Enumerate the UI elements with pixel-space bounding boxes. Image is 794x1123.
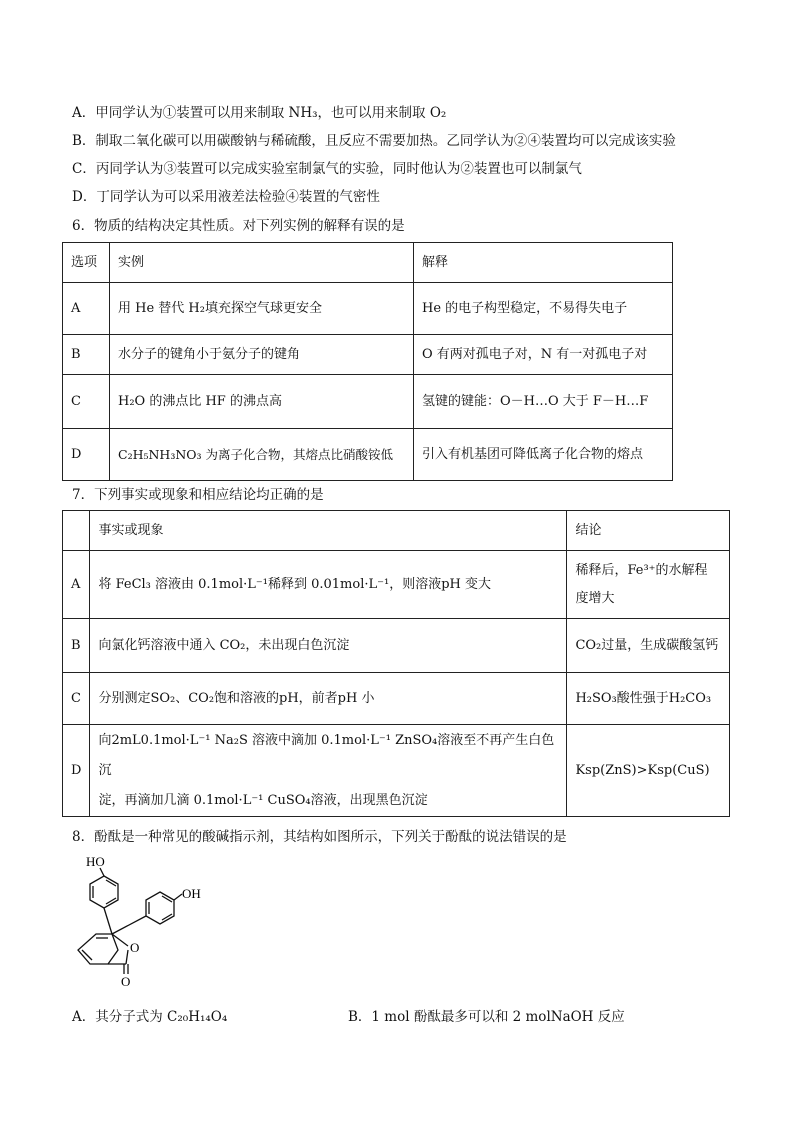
q5-option-a: A．甲同学认为①装置可以用来制取 NH₃，也可以用来制取 O₂ <box>72 105 447 121</box>
row-fact <box>90 725 567 817</box>
q6-stem: 6．物质的结构决定其性质。对下列实例的解释有误的是 <box>72 218 405 234</box>
label-ring-oxygen: O <box>130 940 140 955</box>
label-oh: OH <box>182 886 201 901</box>
table-row <box>63 335 673 375</box>
row-option: A <box>63 551 90 619</box>
row-explain: 引入有机基团可降低离子化合物的熔点 <box>414 429 673 481</box>
row-fact-line1: 向2mL0.1mol·L⁻¹ Na₂S 溶液中滴加 0.1mol·L⁻¹ ZnSO₄溶液至不再产生白色沉 <box>98 732 555 778</box>
q7-stem: 7．下列事实或现象和相应结论均正确的是 <box>72 487 324 503</box>
row-conclusion: CO₂过量，生成碳酸氢钙 <box>567 619 730 673</box>
row-option: B <box>63 335 110 375</box>
table-header-row <box>63 243 673 283</box>
q7-table <box>62 510 730 817</box>
row-explain: 氢键的键能：O－H…O 大于 F－H…F <box>414 375 673 429</box>
table-row <box>63 551 730 619</box>
row-example: H₂O 的沸点比 HF 的沸点高 <box>110 375 414 429</box>
row-example: 水分子的键角小于氨分子的键角 <box>110 335 414 375</box>
table-row <box>63 673 730 725</box>
header-conclusion: 结论 <box>567 511 730 551</box>
q8-stem: 8．酚酞是一种常见的酸碱指示剂，其结构如图所示，下列关于酚酞的说法错误的是 <box>72 829 567 845</box>
row-option: A <box>63 283 110 335</box>
row-conclusion-line2: 度增大 <box>575 590 615 606</box>
q5-option-b: B．制取二氧化碳可以用碳酸钠与稀硫酸，且反应不需要加热。乙同学认为②④装置均可以完成该实验 <box>72 133 676 149</box>
header-option <box>63 511 90 551</box>
row-option: C <box>63 673 90 725</box>
row-fact: 分别测定SO₂、CO₂饱和溶液的pH，前者pH 小 <box>90 673 567 725</box>
header-explain: 解释 <box>414 243 673 283</box>
row-fact: 向氯化钙溶液中通入 CO₂，未出现白色沉淀 <box>90 619 567 673</box>
phenolphthalein-structure <box>66 850 216 990</box>
row-conclusion-line1: 稀释后，Fe³⁺的水解程 <box>575 562 708 578</box>
row-option: D <box>63 429 110 481</box>
row-conclusion <box>567 551 730 619</box>
table-row <box>63 283 673 335</box>
q8-option-a: A．其分子式为 C₂₀H₁₄O₄ <box>72 1009 228 1025</box>
row-conclusion: H₂SO₃酸性强于H₂CO₃ <box>567 673 730 725</box>
table-row <box>63 725 730 817</box>
row-example: C₂H₅NH₃NO₃ 为离子化合物，其熔点比硝酸铵低 <box>110 429 414 481</box>
q6-table <box>62 242 673 481</box>
row-explain: O 有两对孤电子对，N 有一对孤电子对 <box>414 335 673 375</box>
q5-option-d: D．丁同学认为可以采用液差法检验④装置的气密性 <box>72 189 380 205</box>
q8-option-b: B．1 mol 酚酞最多可以和 2 molNaOH 反应 <box>348 1009 625 1025</box>
label-ho: HO <box>86 854 105 869</box>
row-conclusion: Ksp(ZnS)>Ksp(CuS) <box>567 725 730 817</box>
q5-option-c: C．丙同学认为③装置可以完成实验室制氯气的实验，同时他认为②装置也可以制氯气 <box>72 161 582 177</box>
table-row <box>63 619 730 673</box>
row-option: B <box>63 619 90 673</box>
table-header-row <box>63 511 730 551</box>
header-example: 实例 <box>110 243 414 283</box>
table-row <box>63 429 673 481</box>
row-explain: He 的电子构型稳定，不易得失电子 <box>414 283 673 335</box>
row-option: C <box>63 375 110 429</box>
header-option: 选项 <box>63 243 110 283</box>
row-example: 用 He 替代 H₂填充探空气球更安全 <box>110 283 414 335</box>
row-option: D <box>63 725 90 817</box>
row-fact-line2: 淀，再滴加几滴 0.1mol·L⁻¹ CuSO₄溶液，出现黑色沉淀 <box>98 792 428 808</box>
row-fact: 将 FeCl₃ 溶液由 0.1mol·L⁻¹稀释到 0.01mol·L⁻¹，则溶液pH 变大 <box>90 551 567 619</box>
label-keto-oxygen: O <box>121 974 131 989</box>
table-row <box>63 375 673 429</box>
header-fact: 事实或现象 <box>90 511 567 551</box>
